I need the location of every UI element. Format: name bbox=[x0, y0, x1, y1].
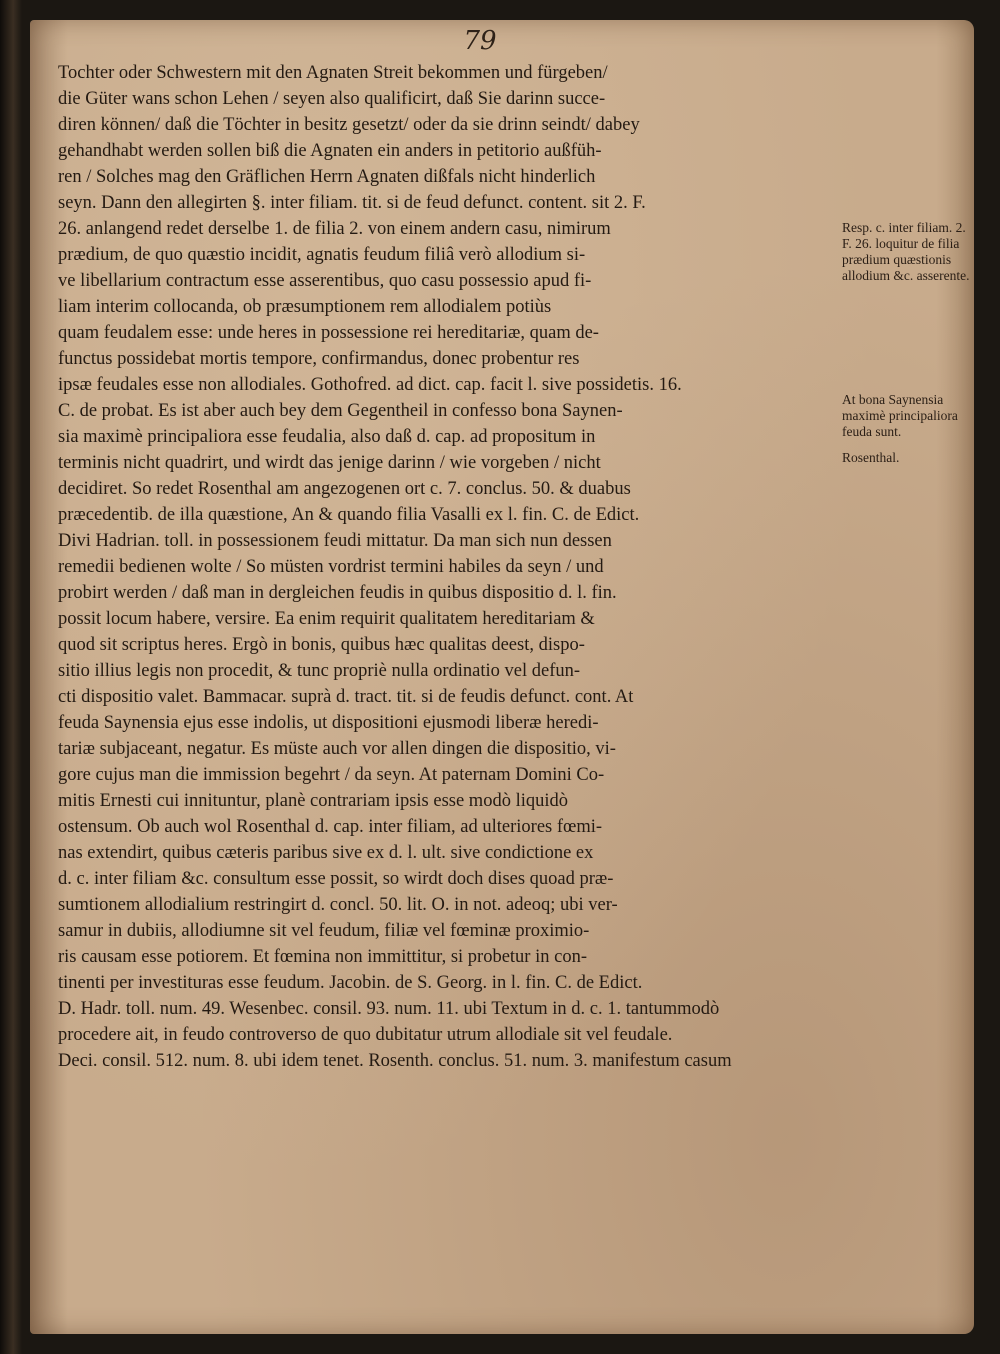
text-line: sumtionem allodialium restringirt d. concl. 50. lit. O. in not. adeoq; ubi ver- bbox=[58, 895, 618, 915]
margin-note: Rosenthal. bbox=[842, 450, 900, 465]
margin-notes bbox=[842, 220, 970, 480]
text-line: præcedentib. de illa quæstione, An & quando filia Vasalli ex l. fin. C. de Edict. bbox=[58, 505, 640, 525]
text-line: tinenti per investituras esse feudum. Jacobin. de S. Georg. in l. fin. C. de Edict. bbox=[58, 973, 643, 993]
book-spine bbox=[0, 0, 22, 1354]
text-line: ris causam esse potiorem. Et fœmina non immittitur, si probetur in con- bbox=[58, 947, 587, 967]
text-line: ipsæ feudales esse non allodiales. Gothofred. ad dict. cap. facit l. sive possidetis. 16. bbox=[58, 375, 682, 395]
text-line: procedere ait, in feudo controverso de quo dubitatur utrum allodiale sit vel feudale. bbox=[58, 1025, 673, 1045]
text-line: D. Hadr. toll. num. 49. Wesenbec. consil. 93. num. 11. ubi Textum in d. c. 1. tantummodò bbox=[58, 999, 720, 1019]
text-line: prædium, de quo quæstio incidit, agnatis feudum filiâ verò allodium si- bbox=[58, 245, 586, 265]
text-line: ren / Solches mag den Gräflichen Herrn Agnaten dißfals nicht hinderlich bbox=[58, 167, 596, 187]
text-line: gehandhabt werden sollen biß die Agnaten ein anders in petitorio außfüh- bbox=[58, 141, 602, 161]
text-line: gore cujus man die immission begehrt / da seyn. At paternam Domini Co- bbox=[58, 765, 605, 785]
text-line: C. de probat. Es ist aber auch bey dem Gegentheil in confesso bona Saynen- bbox=[58, 401, 623, 421]
text-line: 26. anlangend redet derselbe 1. de filia 2. von einem andern casu, nimirum bbox=[58, 219, 611, 239]
text-line: terminis nicht quadrirt, und wirdt das jenige darinn / wie vorgeben / nicht bbox=[58, 453, 601, 473]
margin-note: Resp. c. inter filiam. 2. F. 26. loquitur de filia prædium quæstionis allodium &c. asserente. bbox=[842, 220, 970, 283]
text-line: decidiret. So redet Rosenthal am angezogenen ort c. 7. conclus. 50. & duabus bbox=[58, 479, 631, 499]
text-line: Tochter oder Schwestern mit den Agnaten Streit bekommen und fürgeben/ bbox=[58, 63, 608, 83]
text-line: feuda Saynensia ejus esse indolis, ut dispositioni ejusmodi liberæ heredi- bbox=[58, 713, 599, 733]
text-line: sia maximè principaliora esse feudalia, also daß d. cap. ad propositum in bbox=[58, 427, 596, 447]
text-line: quam feudalem esse: unde heres in possessione rei hereditariæ, quam de- bbox=[58, 323, 599, 343]
text-line: diren können/ daß die Töchter in besitz gesetzt/ oder da sie drinn seindt/ dabey bbox=[58, 115, 640, 135]
text-line: ve libellarium contractum esse asserentibus, quo casu possessio apud fi- bbox=[58, 271, 592, 291]
text-line: mitis Ernesti cui innituntur, planè contrariam ipsis esse modò liquidò bbox=[58, 791, 568, 811]
text-line: nas extendirt, quibus cæteris paribus sive ex d. l. ult. sive condictione ex bbox=[58, 843, 594, 863]
text-line: seyn. Dann den allegirten §. inter filiam. tit. si de feud defunct. content. sit 2. F. bbox=[58, 193, 646, 213]
text-line: die Güter wans schon Lehen / seyen also qualificirt, daß Sie darinn succe- bbox=[58, 89, 606, 109]
text-line: Divi Hadrian. toll. in possessionem feudi mittatur. Da man sich nun dessen bbox=[58, 531, 612, 551]
margin-note: At bona Saynensia maximè principaliora feuda sunt. bbox=[842, 392, 958, 439]
text-line: cti dispositio valet. Bammacar. suprà d. tract. tit. si de feudis defunct. cont. At bbox=[58, 687, 634, 707]
text-line: possit locum habere, versire. Ea enim requirit qualitatem hereditariam & bbox=[58, 609, 595, 629]
text-line: remedii bedienen wolte / So müsten vordrist termini habiles da seyn / und bbox=[58, 557, 604, 577]
text-line: d. c. inter filiam &c. consultum esse possit, so wirdt doch dises quoad præ- bbox=[58, 869, 614, 889]
text-line: tariæ subjaceant, negatur. Es müste auch vor allen dingen die dispositio, vi- bbox=[58, 739, 616, 759]
text-line: ostensum. Ob auch wol Rosenthal d. cap. inter filiam, ad ulteriores fœmi- bbox=[58, 817, 603, 837]
text-line: functus possidebat mortis tempore, confirmandus, donec probentur res bbox=[58, 349, 580, 369]
text-line: liam interim collocanda, ob præsumptionem rem allodialem potiùs bbox=[58, 297, 552, 317]
text-line: sitio illius legis non procedit, & tunc propriè nulla ordinatio vel defun- bbox=[58, 661, 581, 681]
text-line: probirt werden / daß man in dergleichen feudis in quibus dispositio d. l. fin. bbox=[58, 583, 617, 603]
body-text bbox=[58, 60, 836, 1074]
text-line: samur in dubiis, allodiumne sit vel feudum, filiæ vel fœminæ proximio- bbox=[58, 921, 590, 941]
text-line: Deci. consil. 512. num. 8. ubi idem tenet. Rosenth. conclus. 51. num. 3. manifestum casum bbox=[58, 1051, 732, 1071]
text-line: quod sit scriptus heres. Ergò in bonis, quibus hæc qualitas deest, dispo- bbox=[58, 635, 585, 655]
page-number: 79 bbox=[463, 26, 497, 56]
